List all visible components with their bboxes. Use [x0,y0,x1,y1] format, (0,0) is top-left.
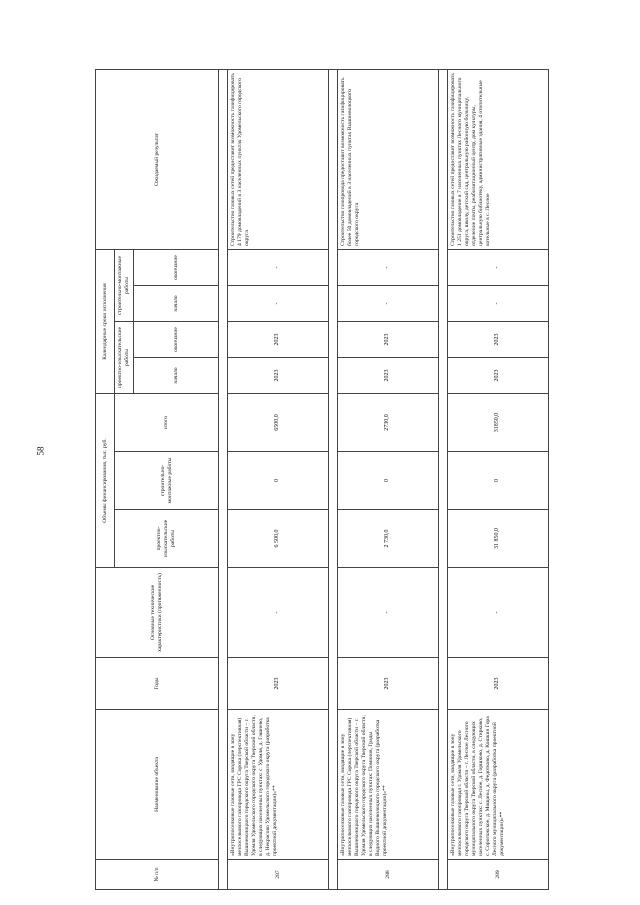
row-result: Строительство газовых сетей предоставит возможность газифицировать 1 251 домовладение в 7 населенных пунктах Лесного муниципального округа, школу, детский сад, центральную районную больницу, отделение почты, реабилитационный центр, дом культуры, центральную библиотеку, административные здания, 4 отопительные котельные в с. Лесное [448,69,549,249]
row-result: Строительство газовых сетей предоставит возможность газифицировать 4 179 домовладений в 3 населенных пунктах Удомельского городского округа [228,69,329,249]
program-table [95,69,549,890]
row-name: «Внутрипоселковые газовые сети, входящие в зону мезпоселкового газопровода ГРС Сорока (перспективная) Вышневолоцкого городского округа Тверской области – г. Удомля Удомельского городского округа Тверской области, в следующих населенных пунктах: с. Удомля, д. Гашнево, д. Некрасово Удомельского городского округа (разработка проектной документации)»** [228,710,329,860]
header-name: Наименование объекта [96,710,219,860]
header-cal-constr-start: начало [134,285,219,321]
row-cal-constr-end: - [228,249,329,285]
header-cal-design: проектно-изыскательские работы [115,321,134,393]
row-num: 289 [448,860,549,890]
row-funding-design: 31 850,0 [448,510,549,568]
row-funding-construction: 0 [338,452,439,510]
row-name: «Внутрипоселковые газовые сети, входящие в зону мезпоселкового газопровода г. Удомля Удомельского городского округа Тверской области – г. Лесное Лесного муниципального округа Тверской области, в следующих населенных пунктах: с. Лесное, д. Горшково, д. Стирково, с. Сорогожское, д. Мощаны, д. Федотково, д. Кошкин Гора Лесного муниципального округа (разработка проектной документации)»** [448,710,549,860]
header-characteristics: Основные технические характеристики (протяженность) [96,568,219,658]
row-funding-construction: 0 [228,452,329,510]
page-number: 58 [35,446,46,456]
row-funding-construction: 0 [448,452,549,510]
row-cal-constr-start: - [448,285,549,321]
row-years: 2023 [338,658,439,710]
rotated-table-container [95,70,515,890]
row-num: 288 [338,860,439,890]
header-funding-construction: строительно-монтажные работы [115,452,219,510]
header-funding: Объемы финансирования, тыс. руб. [96,393,115,567]
header-cal-construction: строительно-монтажные работы [115,249,134,321]
header-cal-design-end: окончание [134,321,219,357]
row-cal-design-end: 2023 [338,321,439,357]
row-cal-constr-end: - [448,249,549,285]
header-num: № п/п [96,860,219,890]
row-funding-design: 2 730,0 [338,510,439,568]
table-row [228,69,329,889]
row-cal-design-start: 2023 [448,357,549,393]
row-cal-design-start: 2023 [228,357,329,393]
table-row [338,69,439,889]
header-years: Годы [96,658,219,710]
row-funding-design: 6 500,0 [228,510,329,568]
header-cal-design-start: начало [134,357,219,393]
row-separator [329,69,338,889]
header-result: Ожидаемый результат [96,69,219,249]
header-cal-constr-end: окончание [134,249,219,285]
row-characteristics: - [448,568,549,658]
header-funding-design: проектно-изыскательские работы [115,510,219,568]
row-funding-total: 6500,0 [228,393,329,451]
header-calendar: Календарные сроки исполнения [96,249,115,393]
row-years: 2023 [448,658,549,710]
row-funding-total: 31850,0 [448,393,549,451]
header-funding-total: итого [115,393,219,451]
row-separator [219,69,228,889]
table-row [448,69,549,889]
row-result: Строительство газопровода предоставит возможность газифицировать более 50 домовладений в 3 населенных пунктах Вышневолоцкого городского округа [338,69,439,249]
row-characteristics: - [228,568,329,658]
row-characteristics: - [338,568,439,658]
row-separator [439,69,448,889]
row-funding-total: 2730,0 [338,393,439,451]
row-num: 287 [228,860,329,890]
row-cal-constr-start: - [228,285,329,321]
row-cal-design-end: 2023 [228,321,329,357]
row-years: 2023 [228,658,329,710]
row-cal-design-start: 2023 [338,357,439,393]
row-cal-constr-start: - [338,285,439,321]
row-cal-constr-end: - [338,249,439,285]
row-name: «Внутрипоселковые газовые сети, входящие в зону мезпоселкового газопровода ГРС Сорока (перспективная) Вышневолоцкого городского округа Тверской области – г. Удомля Удомельского городского округа Тверской области, в следующих населенных пунктах: Поминов, Грады Водного Вышневолоцкого городского округа (разработка проектной документации)»** [338,710,439,860]
row-cal-design-end: 2023 [448,321,549,357]
